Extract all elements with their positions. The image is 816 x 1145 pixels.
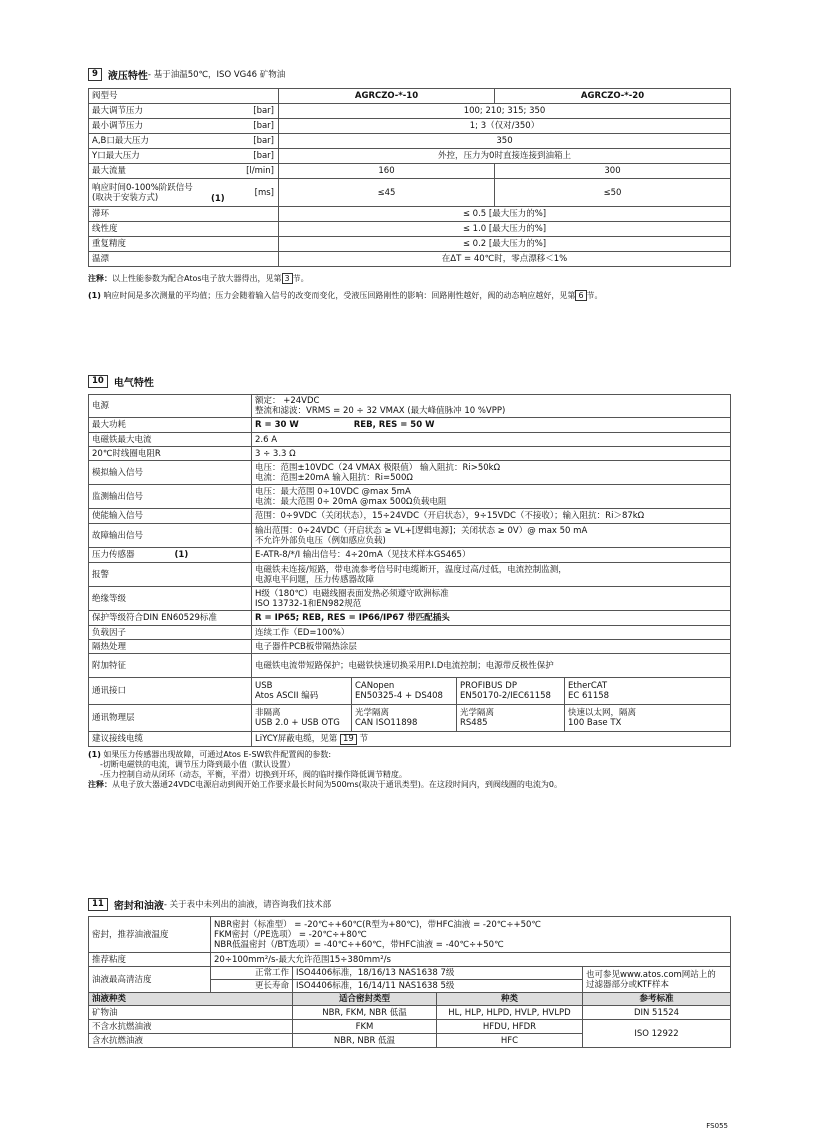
section-ref[interactable]: 19: [340, 734, 357, 745]
table-row: 附加特征 电磁铁电流带短路保护；电磁铁快速切换采用P.I.D电流控制；电源带反极性保护: [89, 654, 731, 678]
row-value: ≤ 1.0 [最大压力的%]: [279, 222, 731, 237]
hydraulic-table: [88, 88, 731, 267]
table-row: 压力传感器 (1) E-ATR-8/*/I 输出信号：4÷20mA（见技术样本GS465）: [89, 548, 731, 563]
table-row: 建议接线电缆 LiYCY屏蔽电缆，见第 19 节: [89, 732, 731, 747]
row-value: 160: [279, 164, 495, 179]
table-row: 矿物油 NBR, FKM, NBR 低温 HL, HLP, HLPD, HVLP, HVLPD DIN 51524: [89, 1006, 731, 1020]
table-row: 使能输入信号 范围：0÷9VDC（关闭状态），15÷24VDC（开启状态），9÷15VDC（不接收）；输入阻抗：Ri＞87kΩ: [89, 509, 731, 524]
section-ref[interactable]: 3: [282, 273, 293, 284]
table-row: 含水抗燃油液 NBR, NBR 低温 HFC: [89, 1034, 731, 1048]
row-label: 滞环: [89, 207, 279, 222]
table-row: [89, 237, 731, 252]
section-heading: 液压特性: [107, 70, 148, 82]
table-row: [89, 179, 731, 207]
table-row: 绝缘等级 H级（180℃）电磁线圈表面发热必须遵守欧洲标准 ISO 13732-1和EN982规范: [89, 587, 731, 611]
row-label: 阀型号: [89, 89, 279, 104]
row-value: 1; 3（仅对/350）: [279, 119, 731, 134]
note-2: 注释：从电子放大器通24VDC电源启动到阀开始工作要求最长时间为500ms(取决于通讯类型)。在这段时间内，到阀线圈的电流为0。: [88, 780, 562, 789]
section-heading: 电气特性: [113, 377, 154, 389]
table-row: [89, 149, 731, 164]
row-label: 重复精度: [89, 237, 279, 252]
page-code: FS055: [706, 1122, 728, 1130]
table-row: 监测输出信号 电压：最大范围 0÷10VDC @max 5mA 电流：最大范围 0÷ 20mA @max 500Ω负载电阻: [89, 485, 731, 509]
table-row: 最大功耗 R = 30 W REB, RES = 50 W: [89, 418, 731, 433]
row-value: 在ΔT = 40℃时，零点漂移＜1%: [279, 252, 731, 267]
table-row: 模拟输入信号 电压：范围±10VDC（24 VMAX 极限值） 输入阻抗：Ri>50kΩ 电流：范围±20mA 输入阻抗：Ri=500Ω: [89, 461, 731, 485]
electrical-table: [88, 394, 731, 747]
section-10: [88, 373, 730, 790]
table-row: 油液最高清洁度 正常工作 ISO4406标准，18/16/13 NAS1638 7级 也可参见www.atos.com网站上的 过滤器部分或KTF样本: [89, 967, 731, 980]
table-row: [89, 207, 731, 222]
table-row: 隔热处理 电子器件PCB板带隔热涂层: [89, 640, 731, 654]
table-row: [89, 164, 731, 179]
table-row: [89, 119, 731, 134]
section-heading: 密封和油液: [113, 900, 164, 912]
row-value: ≤ 0.2 [最大压力的%]: [279, 237, 731, 252]
row-label: 最大流量 [l/min]: [89, 164, 279, 179]
section-11: [88, 896, 730, 1048]
table-row: 故障输出信号 输出范围：0÷24VDC（开启状态 ≥ VL+[逻辑电源]；关闭状态 ≥ 0V）@ max 50 mA 不允许外部负电压（例如感应负载): [89, 524, 731, 548]
section-number: 11: [88, 898, 108, 911]
section-ref[interactable]: 6: [575, 290, 586, 301]
section-subtitle: - 基于油温50℃，ISO VG46 矿物油: [147, 70, 286, 80]
table-row: 电磁铁最大电流 2.6 A: [89, 433, 731, 447]
row-label: 最大调节压力 [bar]: [89, 104, 279, 119]
row-value: 300: [495, 164, 731, 179]
section-9: [88, 66, 730, 301]
table-row: 报警 电磁铁未连接/短路，带电流参考信号时电缆断开，温度过高/过低，电流控制监测， 电源电平问题，压力传感器故障: [89, 563, 731, 587]
table-row: 电源 额定： +24VDC 整流和滤波：VRMS = 20 ÷ 32 VMAX (最大峰值脉冲 10 %VPP): [89, 395, 731, 418]
table-row: [89, 104, 731, 119]
table-row: 负载因子 连续工作（ED=100%）: [89, 626, 731, 640]
row-label: 响应时间0-100%阶跃信号 (取决于安装方式) (1) [ms]: [89, 179, 279, 207]
seals-table: [88, 916, 731, 1048]
row-value: AGRCZO-*-10: [279, 89, 495, 104]
row-value: AGRCZO-*-20: [495, 89, 731, 104]
row-label: 最小调节压力 [bar]: [89, 119, 279, 134]
row-value: 350: [279, 134, 731, 149]
row-label: 线性度: [89, 222, 279, 237]
note-1: (1) 如果压力传感器出现故障，可通过Atos E-SW软件配置阀的参数: -切断电磁铁的电流，调节压力降到最小值（默认设置） -压力控制自动从闭环（动态，平衡，平滑）切换到开环，阀的临时操作降低调节精度。: [88, 750, 407, 779]
row-label: A,B口最大压力 [bar]: [89, 134, 279, 149]
table-row: [89, 134, 731, 149]
row-value: 外控，压力为0时直接连接到油箱上: [279, 149, 731, 164]
section-11-title: [88, 896, 730, 912]
row-value: ≤ 0.5 [最大压力的%]: [279, 207, 731, 222]
table-row: 不含水抗燃油液 FKM HFDU, HFDR ISO 12922: [89, 1020, 731, 1034]
table-row: [89, 222, 731, 237]
table-row: [89, 252, 731, 267]
table-row: 通讯接口 USB Atos ASCII 编码 CANopen EN50325-4 + DS408 PROFIBUS DP EN50170-2/IEC61158 EtherCAT EC 61158: [89, 678, 731, 705]
section-9-title: [88, 66, 730, 82]
row-label: Y口最大压力 [bar]: [89, 149, 279, 164]
table-row: 推荐粘度 20÷100mm²/s-最大允许范围15÷380mm²/s: [89, 953, 731, 967]
table-row: 保护等级符合DIN EN60529标准 R = IP65; REB, RES = IP66/IP67 带匹配插头: [89, 611, 731, 626]
table-row: 更长寿命 ISO4406标准，16/14/11 NAS1638 5级: [89, 980, 731, 993]
section-number: 9: [88, 68, 102, 81]
table-row: 20℃时线圈电阻R 3 ÷ 3.3 Ω: [89, 447, 731, 461]
row-label: 温漂: [89, 252, 279, 267]
note-2: (1) 响应时间是多次测量的平均值；压力会随着输入信号的改变而变化，受液压回路刚性的影响：回路刚性越好，阀的动态响应越好，见第 6 节。: [88, 291, 603, 300]
section-10-title: [88, 373, 730, 389]
table-row: 通讯物理层 非隔离 USB 2.0 + USB OTG 光学隔离 CAN ISO11898 光学隔离 RS485 快速以太网，隔离 100 Base TX: [89, 705, 731, 732]
table-row: 密封，推荐油液温度 NBR密封（标准型） = -20℃÷+60℃(R型为+80℃)，带HFC油液 = -20℃÷+50℃ FKM密封（/PE选项） = -20℃÷+80℃ NBR低温密封（/BT选项）= -40℃÷+60℃，带HFC油液 = -40℃÷+50℃: [89, 917, 731, 953]
section-number: 10: [88, 375, 108, 388]
row-value: ≤50: [495, 179, 731, 207]
row-value: ≤45: [279, 179, 495, 207]
table-row: [89, 89, 731, 104]
section-subtitle: - 关于表中未列出的油液，请咨询我们技术部: [163, 900, 332, 910]
row-value: 100; 210; 315; 350: [279, 104, 731, 119]
note-1: 注释：以上性能参数为配合Atos电子放大器得出，见第 3 节。: [88, 274, 309, 283]
table-header-row: 油液种类 适合密封类型 种类 参考标准: [89, 993, 731, 1006]
